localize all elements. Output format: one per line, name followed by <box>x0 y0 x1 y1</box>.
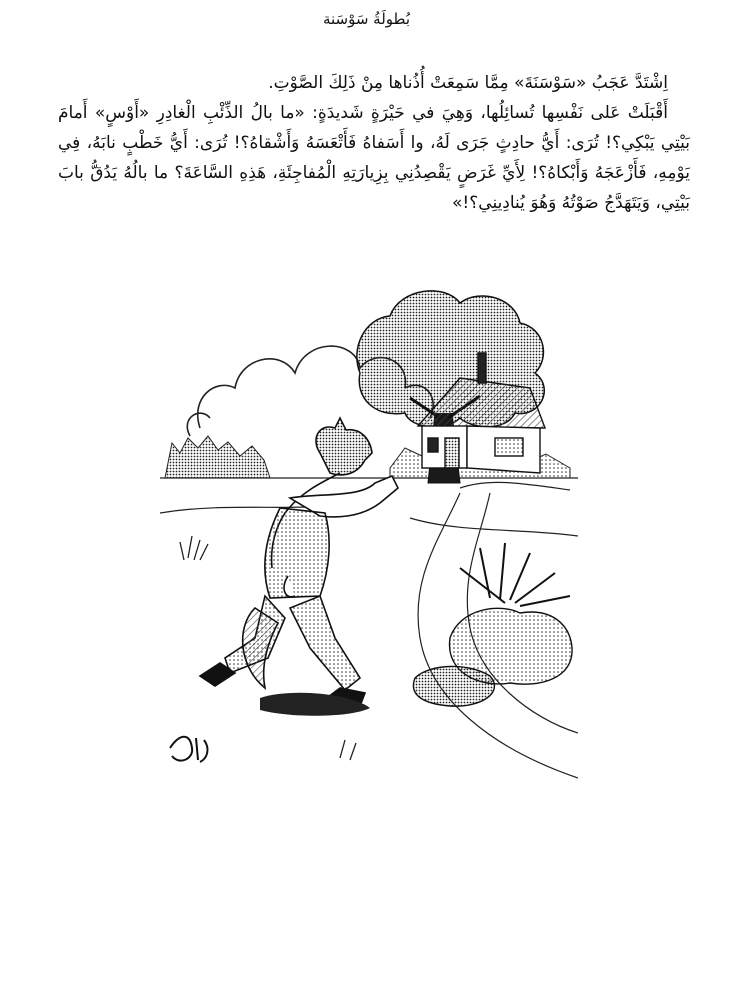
page-title: بُطولَةُ سَوْسَنة <box>322 10 411 28</box>
story-illustration <box>160 278 578 802</box>
artist-signature <box>170 737 207 762</box>
bush-and-rock <box>413 543 572 706</box>
paragraph-1: اِشْتَدَّ عَجَبُ «سَوْسَنَةَ» مِمَّا سَمِعَتْ أُذُناها مِنْ ذَلِكَ الصَّوْتِ. <box>268 73 668 93</box>
paragraph-2: أَقْبَلَتْ عَلى نَفْسِها تُسائِلُها، وَهِيَ في حَيْرَةٍ شَديدَةٍ: «ما بالُ الذِّئْبِ الْغادِرِ «أَوْسٍ» أَمامَ بَيْتِي يَبْكِي؟! تُرَى: أَيُّ حادِثٍ جَرَى لَهُ، وا أَسَفاهُ فَأَتْعَسَهُ وَأَشْقاهُ؟! تُرَى: أَيُّ خَطْبٍ نابَهُ، فِي يَوْمِهِ، فَأَزْعَجَهُ وَأَبْكاهُ؟! لِأَيِّ غَرَضٍ يَقْصِدُنِي بِزِيارَتِهِ الْمُفاجِئَةِ، هَذِهِ السَّاعَةَ؟ ما بالُهُ يَدُقُّ بابَ بَيْتِي، وَيَتَهَدَّجُ صَوْتُهُ وَهُوَ يُنادِينِي؟!» <box>58 103 690 213</box>
story-text <box>58 68 690 218</box>
